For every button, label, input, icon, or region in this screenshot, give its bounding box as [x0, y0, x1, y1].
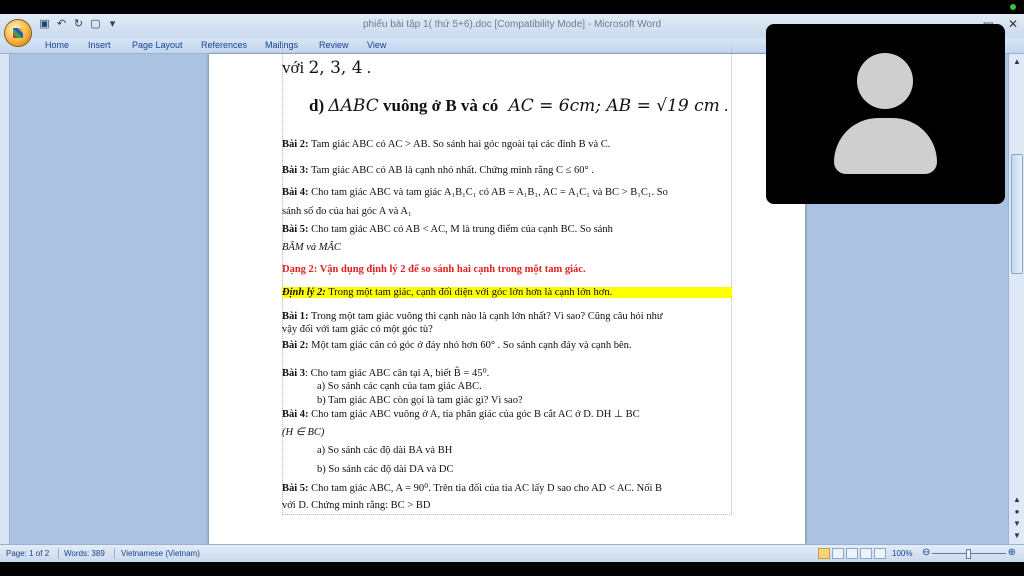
tab-mailings[interactable]: Mailings [265, 40, 299, 50]
recording-indicator-icon [1010, 4, 1016, 10]
scroll-down-icon[interactable]: ▼ [1013, 531, 1021, 540]
doc-dang-2-heading: Dạng 2: Vận dụng định lý 2 để so sánh hai cạnh trong một tam giác. [282, 264, 586, 275]
undo-icon[interactable]: ↶ [56, 18, 67, 30]
outline-view-icon[interactable] [860, 548, 872, 559]
avatar-head-icon [857, 53, 913, 109]
doc-dinh-ly-2: Định lý 2: Trong một tam giác, cạnh đối diện với góc lớn hơn là cạnh lớn hơn. [282, 287, 732, 298]
doc-d2-bai-5-line2: với D. Chứng minh rằng: BC > BD [282, 500, 431, 511]
doc-d2-bai-3-a: a) So sánh các cạnh của tam giác ABC. [317, 381, 482, 392]
doc-d2-bai-4-b: b) So sánh các độ dài DA và DC [317, 464, 454, 475]
zoom-slider-knob[interactable] [966, 549, 971, 559]
zoom-in-icon[interactable]: ⊕ [1007, 547, 1016, 558]
doc-d2-bai-1-line2: vậy đối với tam giác có một góc tù? [282, 324, 433, 335]
previous-page-icon[interactable]: ▲ [1013, 495, 1021, 504]
full-screen-reading-view-icon[interactable] [832, 548, 844, 559]
window-title: phiếu bài tập 1( thứ 5+6).doc [Compatibility Mode] - Microsoft Word [362, 19, 662, 30]
draft-view-icon[interactable] [874, 548, 886, 559]
doc-d2-bai-4-a: a) So sánh các độ dài BA và BH [317, 445, 453, 456]
status-words[interactable]: Words: 389 [64, 549, 105, 558]
status-separator [114, 548, 115, 559]
doc-d2-bai-3-b: b) Tam giác ABC còn gọi là tam giác gì? Vì sao? [317, 395, 523, 406]
doc-d2-bai-4: Bài 4: Cho tam giác ABC vuông ở A, tia phân giác của góc B cắt AC ở D. DH ⊥ BC [282, 409, 640, 420]
doc-d2-bai-1: Bài 1: Trong một tam giác vuông thì cạnh nào là cạnh lớn nhất? Vì sao? Cũng câu hỏi như [282, 311, 663, 322]
web-layout-view-icon[interactable] [846, 548, 858, 559]
scroll-thumb[interactable] [1011, 154, 1023, 274]
tab-page-layout[interactable]: Page Layout [132, 40, 183, 50]
doc-bai-4: Bài 4: Cho tam giác ABC và tam giác A₁B₁C₁ có AB = A₁B₁, AC = A₁C₁ và BC > B₁C₁. So [282, 187, 668, 198]
tab-references[interactable]: References [201, 40, 248, 50]
vertical-scrollbar[interactable] [1008, 54, 1024, 544]
screen-top-bar [0, 0, 1024, 14]
doc-bai-5-line2: BÂM và MÂC [282, 242, 341, 253]
status-separator [58, 548, 59, 559]
redo-icon[interactable]: ↻ [73, 18, 84, 30]
tab-insert[interactable]: Insert [88, 40, 111, 50]
print-layout-view-icon[interactable] [818, 548, 830, 559]
video-participant-tile[interactable] [766, 24, 1005, 204]
browse-object-icon[interactable]: ● [1014, 507, 1020, 516]
status-bar [0, 544, 1024, 562]
customize-qat-icon[interactable]: ▾ [109, 18, 116, 30]
screen-bottom-bar [0, 562, 1024, 576]
office-button[interactable] [4, 19, 32, 47]
doc-bai-2: Bài 2: Tam giác ABC có AC > AB. So sánh hai góc ngoài tại các đỉnh B và C. [282, 139, 611, 150]
vertical-ruler [0, 54, 10, 544]
status-language[interactable]: Vietnamese (Vietnam) [121, 549, 200, 558]
tab-review[interactable]: Review [319, 40, 349, 50]
tab-home[interactable]: Home [45, 40, 70, 50]
doc-bai-5: Bài 5: Cho tam giác ABC có AB < AC, M là trung điểm của cạnh BC. So sánh [282, 224, 613, 235]
next-page-icon[interactable]: ▼ [1013, 519, 1021, 528]
close-button[interactable]: ✕ [1007, 17, 1018, 31]
zoom-slider[interactable] [922, 549, 1016, 559]
doc-bai-3: Bài 3: Tam giác ABC có AB là cạnh nhỏ nhất. Chứng minh rằng C ≤ 60° . [282, 165, 594, 176]
tab-view[interactable]: View [367, 40, 387, 50]
doc-d2-bai-4-line2: (H ∈ BC) [282, 427, 325, 438]
new-document-icon[interactable]: ▢ [90, 18, 101, 30]
zoom-out-icon[interactable]: ⊖ [922, 547, 931, 558]
doc-d2-bai-5: Bài 5: Cho tam giác ABC, A = 90⁰. Trên tia đối của tia AC lấy D sao cho AD < AC. Nối B [282, 483, 663, 494]
doc-part-d: d) ΔABC vuông ở B và có AC = 6cm; AB = √19 cm . [309, 96, 729, 116]
scroll-up-icon[interactable]: ▲ [1013, 57, 1021, 66]
zoom-level[interactable]: 100% [892, 549, 913, 558]
doc-line-voi: với 2, 3, 4 . [282, 58, 372, 78]
doc-bai-4-line2: sánh số đo của hai góc A và A₁ [282, 206, 412, 217]
status-page[interactable]: Page: 1 of 2 [6, 549, 50, 558]
save-icon[interactable]: ▣ [39, 18, 50, 30]
document-page[interactable] [209, 54, 805, 544]
avatar-body-icon [834, 118, 937, 174]
view-buttons [818, 548, 886, 559]
doc-d2-bai-2: Bài 2: Một tam giác cân có góc ở đáy nhỏ hơn 60° . So sánh cạnh đáy và cạnh bên. [282, 340, 632, 351]
doc-d2-bai-3: Bài 3: Cho tam giác ABC cân tại A, biết B̂ = 45⁰. [282, 368, 490, 379]
